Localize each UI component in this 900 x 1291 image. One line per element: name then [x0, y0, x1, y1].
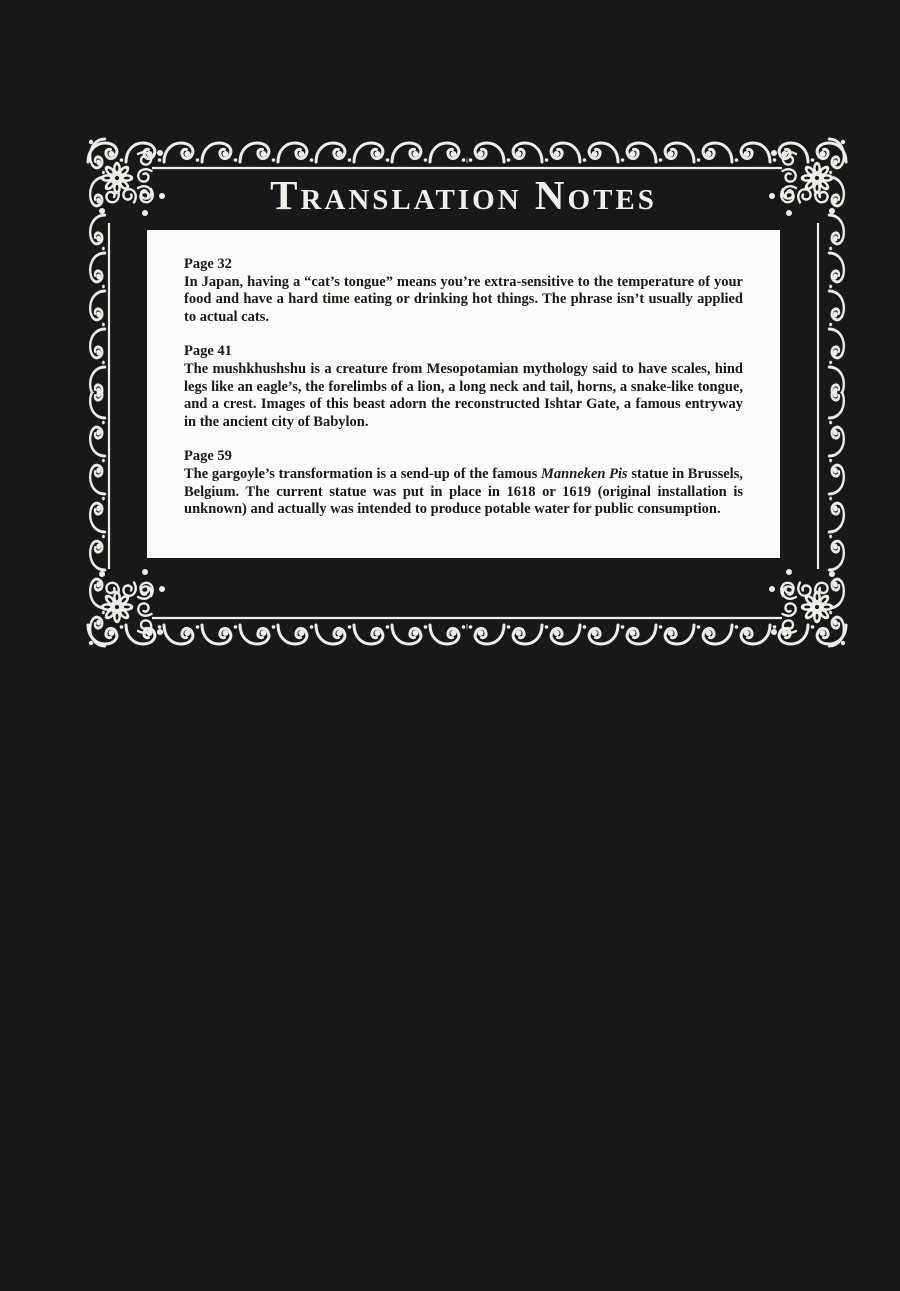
note-body-text: statue in Brussels, Belgium. The current statue was put in place in 1618 or 1619 (original installation is unknown) and actually was intended to produce potable water for public consumption. [184, 465, 743, 518]
note-block-page-32 [184, 256, 743, 326]
note-body-italic-title: Manneken Pis [541, 465, 628, 482]
note-body: The mushkhushshu is a creature from Mesopotamian mythology said to have scales, hind legs like an eagle’s, the forelimbs of a lion, a long neck and tail, horns, a snake-like tongue, and a crest. Images of this beast adorn the reconstructed Ishtar Gate, a famous entryway in the ancient city of Babylon. [184, 360, 743, 430]
note-body-text: The gargoyle’s transformation is a send-up of the famous [184, 465, 542, 482]
note-page-label: Page 41 [184, 343, 232, 360]
note-block-page-59 [184, 448, 743, 518]
page-title: Translation Notes [270, 172, 657, 218]
note-body: In Japan, having a “cat’s tongue” means you’re extra-sensitive to the temperature of your food and have a hard time eating or drinking hot things. The phrase isn’t usually applied to actual cats. [184, 273, 743, 325]
note-page-label: Page 59 [184, 448, 232, 465]
notes-panel [147, 230, 780, 558]
ornamental-frame [86, 137, 848, 648]
note-block-page-41 [184, 343, 743, 431]
note-body [184, 466, 743, 519]
note-page-label: Page 32 [184, 256, 232, 272]
